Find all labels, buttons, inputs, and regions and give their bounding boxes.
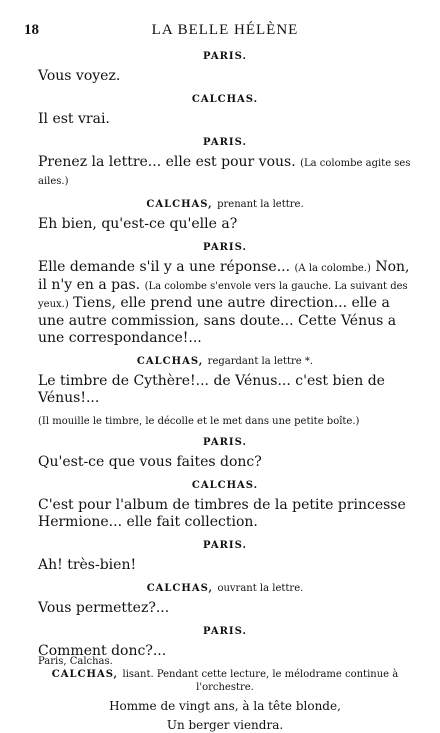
speaker-with-stage — [38, 198, 412, 211]
speaker-label: PARIS. — [203, 51, 247, 62]
dialogue-line: C'est pour l'album de timbres de la petite princesse Hermione... elle fait collection. — [38, 497, 406, 530]
stage-direction: (Il mouille le timbre, le décolle et le met dans une petite boîte.) — [38, 416, 360, 427]
speaker-label: CALCHAS. — [191, 94, 259, 105]
speaker-label: PARIS. — [203, 137, 247, 148]
speaker-with-stage — [38, 355, 412, 368]
running-title: LA BELLE HÉLÈNE — [151, 22, 299, 38]
dialogue-line: Qu'est-ce que vous faites donc? — [38, 454, 262, 470]
dialogue-line: Ah! très-bien! — [38, 557, 137, 573]
speaker-name: CALCHAS, — [146, 199, 218, 210]
speaker-name: CALCHAS, — [136, 356, 208, 367]
dialogue-line — [38, 154, 412, 190]
dialogue-line: Vous voyez. — [38, 68, 121, 84]
speaker-name: CALCHAS, — [146, 583, 218, 594]
speaker-label: PARIS. — [203, 242, 247, 253]
speaker-name: CALCHAS, — [51, 669, 123, 680]
dialogue-line: Comment donc?... — [38, 643, 167, 659]
speaker-label: PARIS. — [203, 626, 247, 637]
stage-direction: (La colombe agite ses ailes.) — [38, 158, 411, 187]
page-number: 18 — [24, 22, 39, 38]
stage-direction: (La colombe s'envole vers la gauche. La suivant des yeux.) — [38, 281, 408, 310]
speaker-with-stage — [38, 668, 412, 694]
dialogue-line: Il est vrai. — [38, 111, 110, 127]
dialogue-line: Le timbre de Cythère!... de Vénus... c'est bien de Vénus!... — [38, 373, 385, 406]
page-header — [24, 22, 412, 44]
stage-direction: prenant la lettre. — [217, 199, 304, 210]
dialogue-text: Prenez la lettre... elle est pour vous. — [38, 154, 301, 170]
play-text — [38, 50, 412, 733]
stage-direction: (A la colombe.) — [294, 263, 371, 274]
dialogue-paragraph: Elle demande s'il y a une réponse... (A la colombe.) Non, il n'y en a pas. (La colombe s'envole vers la gauche. La suivant des yeux.) Tiens, elle prend une autre direction... elle a une autre commission, sans doute... Cette Vénus a une correspondance!... — [38, 259, 410, 346]
stage-direction: lisant. Pendant cette lecture, le mélodrame continue à l'orchestre. — [122, 669, 399, 693]
footer-note: Paris, Calchas. — [38, 656, 113, 667]
speaker-with-stage — [38, 582, 412, 595]
dialogue-line: Eh bien, qu'est-ce qu'elle a? — [38, 216, 238, 232]
stage-direction: regardant la lettre *. — [207, 356, 314, 367]
dialogue-line: Vous permettez?... — [38, 600, 170, 616]
verse-line: Un berger viendra. — [166, 718, 284, 732]
stage-direction: ouvrant la lettre. — [217, 583, 304, 594]
speaker-label: PARIS. — [203, 540, 247, 551]
speaker-label: PARIS. — [203, 437, 247, 448]
speaker-label: CALCHAS. — [191, 480, 259, 491]
verse-line: Homme de vingt ans, à la tête blonde, — [109, 699, 341, 713]
